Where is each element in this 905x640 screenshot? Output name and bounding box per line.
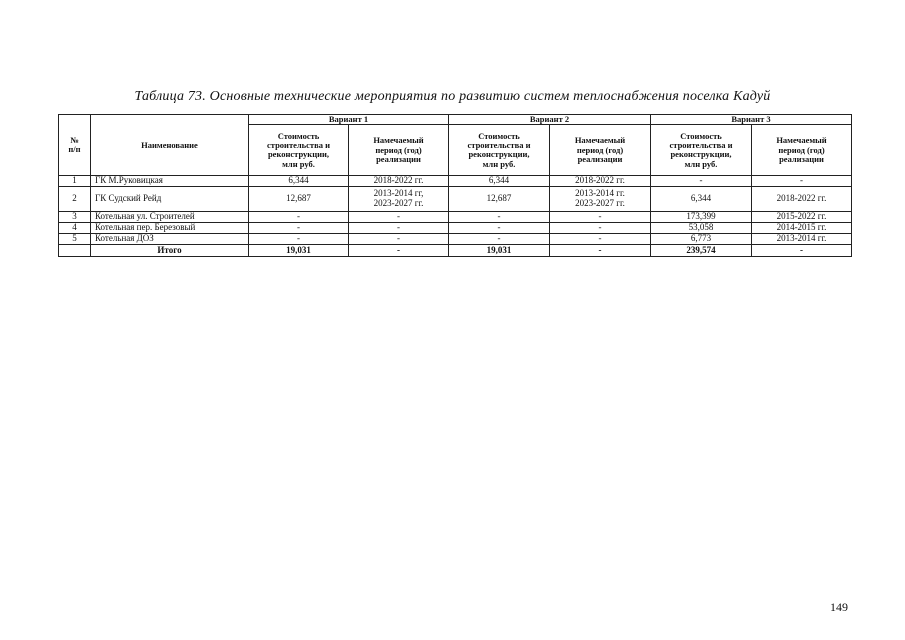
v1-cost: - bbox=[249, 212, 349, 223]
v3-cost: 173,399 bbox=[651, 212, 752, 223]
v2-period: 2018-2022 гг. bbox=[550, 176, 651, 187]
v1-cost: 12,687 bbox=[249, 187, 349, 212]
v1-cost: - bbox=[249, 223, 349, 234]
num-column-header: № п/п bbox=[59, 115, 91, 176]
v2-period: - bbox=[550, 234, 651, 245]
v3-period: 2014-2015 гг. bbox=[752, 223, 852, 234]
row-name: ГК Судский Рейд bbox=[91, 187, 249, 212]
variant-1-header: Вариант 1 bbox=[249, 115, 449, 125]
v3-period: - bbox=[752, 176, 852, 187]
variant-3-header: Вариант 3 bbox=[651, 115, 852, 125]
v3-period-header: Намечаемый период (год) реализации bbox=[752, 125, 852, 176]
total-v1-period: - bbox=[349, 245, 449, 257]
total-v2-period: - bbox=[550, 245, 651, 257]
v3-cost-header: Стоимость строительства и реконструкции, млн руб. bbox=[651, 125, 752, 176]
v1-period: - bbox=[349, 223, 449, 234]
row-number: 2 bbox=[59, 187, 91, 212]
table-row bbox=[59, 223, 852, 234]
v2-cost: - bbox=[449, 212, 550, 223]
v1-cost: 6,344 bbox=[249, 176, 349, 187]
row-name: ГК М.Руковицкая bbox=[91, 176, 249, 187]
v3-period: 2015-2022 гг. bbox=[752, 212, 852, 223]
page-number: 149 bbox=[830, 600, 848, 614]
v2-period: 2013-2014 гг. 2023-2027 гг. bbox=[550, 187, 651, 212]
row-name: Котельная ул. Строителей bbox=[91, 212, 249, 223]
table-row bbox=[59, 234, 852, 245]
name-column-header: Наименование bbox=[91, 115, 249, 176]
v2-period-header: Намечаемый период (год) реализации bbox=[550, 125, 651, 176]
v3-cost: 6,773 bbox=[651, 234, 752, 245]
row-name: Котельная пер. Березовый bbox=[91, 223, 249, 234]
variant-2-header: Вариант 2 bbox=[449, 115, 651, 125]
v2-cost: 6,344 bbox=[449, 176, 550, 187]
v1-period: 2013-2014 гг, 2023-2027 гг. bbox=[349, 187, 449, 212]
v1-period-header: Намечаемый период (год) реализации bbox=[349, 125, 449, 176]
v3-period: 2018-2022 гг. bbox=[752, 187, 852, 212]
total-v3-cost: 239,574 bbox=[651, 245, 752, 257]
table-row bbox=[59, 176, 852, 187]
total-v3-period: - bbox=[752, 245, 852, 257]
row-number: 3 bbox=[59, 212, 91, 223]
v1-period: - bbox=[349, 212, 449, 223]
v1-cost-header: Стоимость строительства и реконструкции, млн руб. bbox=[249, 125, 349, 176]
table-caption: Таблица 73. Основные технические мероприятия по развитию систем теплоснабжения поселка Кадуй bbox=[134, 89, 771, 104]
table-row bbox=[59, 212, 852, 223]
v2-period: - bbox=[550, 223, 651, 234]
v2-cost-header: Стоимость строительства и реконструкции, млн руб. bbox=[449, 125, 550, 176]
v1-period: - bbox=[349, 234, 449, 245]
v3-cost: 6,344 bbox=[651, 187, 752, 212]
v1-period: 2018-2022 гг. bbox=[349, 176, 449, 187]
v1-cost: - bbox=[249, 234, 349, 245]
variant-header-row bbox=[59, 115, 852, 125]
total-label: Итого bbox=[91, 245, 249, 257]
v3-cost: - bbox=[651, 176, 752, 187]
row-number: 5 bbox=[59, 234, 91, 245]
row-number: 1 bbox=[59, 176, 91, 187]
v2-period: - bbox=[550, 212, 651, 223]
total-num-cell bbox=[59, 245, 91, 257]
row-number: 4 bbox=[59, 223, 91, 234]
v2-cost: - bbox=[449, 223, 550, 234]
row-name: Котельная ДОЗ bbox=[91, 234, 249, 245]
v3-period: 2013-2014 гг. bbox=[752, 234, 852, 245]
total-row bbox=[59, 245, 852, 257]
v2-cost: - bbox=[449, 234, 550, 245]
measures-table bbox=[58, 114, 852, 257]
total-v1-cost: 19,031 bbox=[249, 245, 349, 257]
v2-cost: 12,687 bbox=[449, 187, 550, 212]
total-v2-cost: 19,031 bbox=[449, 245, 550, 257]
v3-cost: 53,058 bbox=[651, 223, 752, 234]
table-row bbox=[59, 187, 852, 212]
